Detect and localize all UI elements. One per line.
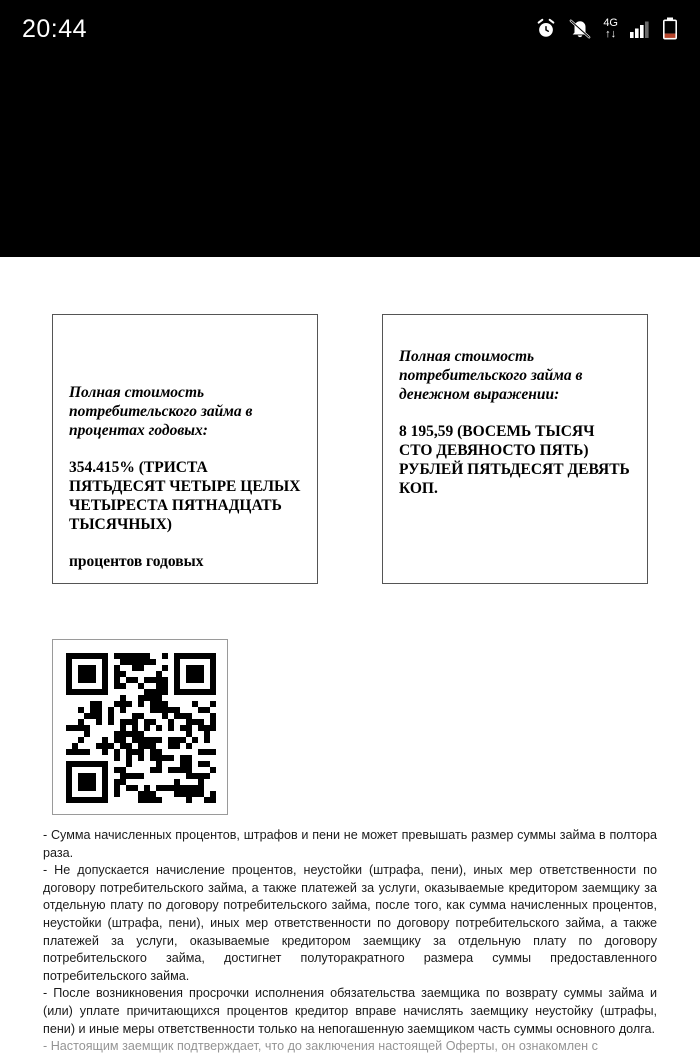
- status-icon-group: [535, 16, 678, 42]
- mute-icon: [568, 18, 592, 40]
- full-cost-money-box: [382, 314, 648, 584]
- qr-code-canvas: [66, 653, 216, 803]
- full-cost-percent-value: 354.415% (ТРИСТА ПЯТЬДЕСЯТ ЧЕТЫРЕ ЦЕЛЫХ ЧЕТЫРЕСТА ПЯТНАДЦАТЬ ТЫСЯЧНЫХ): [69, 459, 301, 533]
- status-clock: 20:44: [22, 14, 88, 43]
- letterbox-area: [0, 58, 700, 257]
- document-page[interactable]: [0, 257, 700, 1054]
- full-cost-money-value: 8 195,59 (ВОСЕМЬ ТЫСЯЧ СТО ДЕВЯНОСТО ПЯТЬ) РУБЛЕЙ ПЯТЬДЕСЯТ ДЕВЯТЬ КОП.: [399, 423, 630, 497]
- legal-paragraph: - Не допускается начисление процентов, неустойки (штрафа, пени), иных мер ответственности по договору потребительского займа, а также платежей за услуги, оказываемые кредитором заемщику за отдельную плату по договору потребительского займа, после того, как сумма начисленных процентов, неустойки (штрафа, пени), иных мер ответственности по договору потребительского займа, а также платежей за услуги, оказываемые кредитором заемщику за отдельную плату по договору потребительского займа, достигнет полуторакратного размера суммы предоставленного потребительского займа.: [43, 863, 657, 983]
- qr-code: [52, 639, 228, 815]
- alarm-icon: [535, 18, 557, 40]
- battery-icon: [662, 17, 678, 41]
- full-cost-percent-suffix: процентов годовых: [69, 553, 204, 570]
- mobile-data-label: 4G: [603, 17, 618, 29]
- full-cost-percent-box: [52, 314, 318, 584]
- legal-text-block: [43, 827, 657, 1056]
- signal-icon: [629, 19, 651, 39]
- mobile-data-arrows: ↑↓: [605, 28, 617, 40]
- legal-paragraph: - После возникновения просрочки исполнения обязательства заемщика по возврату суммы займа и (или) уплате причитающихся процентов кредитор вправе начислять заемщику неустойку (штрафы, пени) и иные меры ответственности только на непогашенную заемщиком часть суммы основного долга.: [43, 986, 657, 1036]
- status-bar: [0, 0, 700, 58]
- legal-paragraph-clipped: - Настоящим заемщик подтверждает, что до заключения настоящей Оферты, он ознакомлен с: [43, 1039, 598, 1054]
- full-cost-money-label: Полная стоимость потребительского займа в денежном выражении:: [399, 348, 583, 403]
- mobile-data-icon: [603, 16, 618, 42]
- legal-paragraph: - Сумма начисленных процентов, штрафов и пени не может превышать размер суммы займа в полтора раза.: [43, 828, 657, 860]
- full-cost-percent-label: Полная стоимость потребительского займа в процентах годовых:: [69, 384, 253, 439]
